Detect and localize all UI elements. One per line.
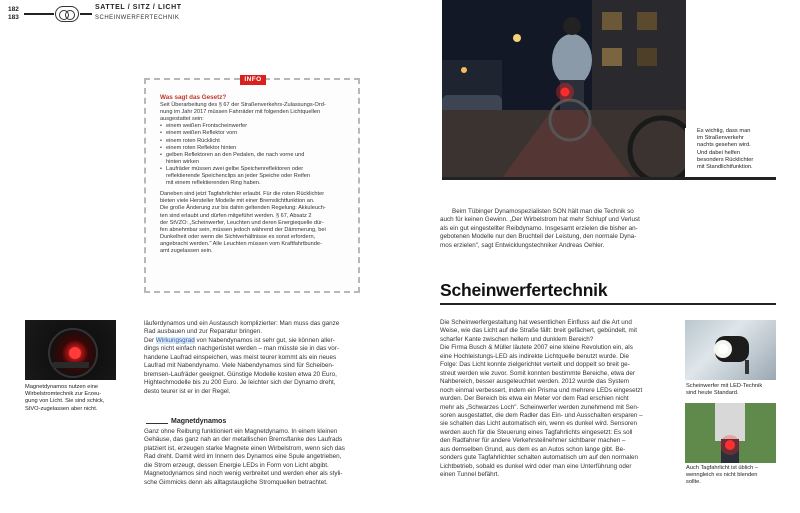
text-line: den Radfahrer für andere Verkehrsteilnehmer sichtbarer machen – (440, 437, 626, 445)
info-list-item: • einem weißen Frontscheinwerfer (160, 123, 352, 130)
text-line: die Strom erzeugt, dessen Energie LEDs in Form von Licht abgibt. (144, 461, 329, 469)
text-line: Nahbereich, besser ausgeleuchtet werden. 2012 wurde das System (440, 378, 630, 386)
caption-line: wenngleich es nicht blenden (686, 472, 758, 479)
info-para-line: Dunkelheit oder wenn die Sichtverhältnisse es sonst erfordern, (160, 233, 316, 240)
caption-led (686, 383, 782, 397)
text-line: Rad dreht. Damit wird im Innern des Dynamos eine Spule angetrieben, (144, 453, 342, 461)
subhead-magnetdynamos: Magnetdynamos (171, 418, 227, 425)
caption-line: besonders Rücklichter (697, 156, 754, 163)
caption-line: nachts gesehen wird. (697, 142, 751, 149)
info-list-item: • gelben Reflektoren an den Pedalen, die nach vorne und (160, 152, 352, 159)
info-list-item: • Laufräder müssen zwei gelbe Speichenreflektoren oder (160, 166, 352, 173)
caption-line: StVO-zugelassen aber nicht. (25, 405, 98, 412)
section-title: SATTEL / SITZ / LICHT (95, 4, 182, 11)
text-line: Beim Tübinger Dynamospezialisten SON hält man die Technik so (452, 208, 634, 215)
text-line: mehr als „Schwarzes Loch". Scheinwerfer werden zunehmend mit Sen- (440, 403, 639, 411)
section-subtitle: SCHEINWERFERTECHNIK (95, 15, 180, 21)
col1-text (144, 320, 360, 396)
text-line: Magnetodynamos sind noch wenig verbreitet und werden eher als styli- (144, 470, 343, 478)
text-line: einen Tunnel befährt. (440, 471, 500, 479)
text-line: aus demselben Grund, aus dem es an Autos schon lange gibt. Be- (440, 445, 626, 453)
text-line: dings nicht einfach nachgerüstet werden – man müsste sie in das vor- (144, 345, 339, 353)
main-heading-rule (440, 303, 776, 305)
col2-top-text (440, 208, 776, 250)
info-para-line: bieten viele Hersteller Modelle mit einer Bremslichtfunktion an. (160, 198, 315, 205)
page-number-right: 183 (8, 13, 19, 21)
text-line: sche Gimmicks denn als alltagstaugliche Stromquellen betrachtet. (144, 478, 328, 486)
info-list-item: • einem roten Rücklicht (160, 138, 352, 145)
info-list-continuation: hinten wirken (166, 158, 199, 165)
text-line: wurden. Der Bereich bis etwa ein Meter vor dem Rad erschien nicht (440, 395, 629, 403)
info-intro-line: nung im Jahr 2017 müssen Fahrräder mit folgenden Lichtquellen (160, 109, 321, 116)
col1-sub-text (144, 428, 360, 487)
text-line: handene Laufrad einspeichen, was meist teurer kommt als ein neues (144, 353, 337, 361)
header-rule-left (24, 13, 54, 15)
info-para-line: amt zugelassen sein. (160, 247, 213, 254)
caption-line: sind heute Standard. (686, 390, 739, 397)
caption-line: Auch Tagfahrlicht ist üblich – (686, 465, 758, 471)
caption-line: sollte. (686, 479, 701, 486)
text-line: Ganz ohne Reibung funktioniert ein Magnetdynamo. In einem kleinen (144, 428, 338, 435)
text-line: sie schalten das Licht automatisch ein, wenn es dunkel wird. Sensoren (440, 420, 638, 428)
info-list-continuation: mit einem reflektierenden Ring haben. (166, 180, 261, 187)
caption-magnet-dynamo (25, 384, 120, 413)
info-para-line: Die große Änderung zur bis dahin geltenden Regelung: Akkuleuch- (160, 205, 326, 212)
info-para (160, 191, 352, 255)
text-line: als ein gut eingestellter Reibdynamo. Insgesamt erzielen die bisher an- (440, 224, 638, 232)
caption-main-photo (697, 128, 777, 171)
info-intro-line: Seit Überarbeitung des § 67 der Straßenverkehrs-Zulassungs-Ord- (160, 102, 326, 109)
info-intro-line: ausgestattet sein: (160, 116, 204, 123)
col2-main-text (440, 319, 676, 480)
text-line: Folge: Das Licht konnte zielgerichtet verteilt und doppelt so breit ge- (440, 361, 630, 369)
text-line: gebotenen Modelle nur den Bruchteil der Leistung, den normale Dyna- (440, 233, 637, 241)
caption-line: Und dabei helfen (697, 149, 741, 156)
keyword-link[interactable]: Wirkungsgrad (155, 336, 195, 344)
text-line: Lichtbetrieb, sobald es dunkel wird oder man eine Unterführung oder (440, 462, 632, 470)
info-list-item: • einem roten Reflektor hinten (160, 145, 352, 152)
caption-line: mit Standlichtfunktion. (697, 164, 753, 171)
text-line: Der Wirkungsgrad von Nabendynamos ist sehr gut, sie können aller- (144, 336, 335, 344)
photo-night-cyclist (442, 0, 686, 178)
text-line: streut werden wie zuvor. Somit konnten bestimmte Bereiche, etwa der (440, 369, 635, 377)
info-list-item: • einem weißen Reflektor vorn (160, 130, 352, 137)
info-para-line: ten sind erlaubt und dürfen mitgeführt werden. § 67, Absatz 2 (160, 212, 312, 219)
text-line: scharfer Kante zwischen hellem und dunklem Bereich? (440, 335, 594, 343)
bicycle-icon (55, 6, 79, 22)
text-line: werden auch für die Steuerung eines Tagfahrlichts eingesetzt: Es soll (440, 428, 633, 436)
photo-led-headlight (685, 320, 776, 380)
text-line: platziert ist, erzeugen starke Magnete einen Wirbelstrom, wenn sich das (144, 444, 345, 452)
text-line: desto teurer ist er in der Regel. (144, 387, 231, 395)
info-para-line: Daneben sind jetzt Tagfahrlichter erlaubt. Für die roten Rücklichter (160, 191, 325, 198)
info-para-line: der StVZO: „Scheinwerfer, Leuchten und deren Energiequelle dür- (160, 219, 324, 226)
caption-daylight (686, 465, 782, 487)
text-line: Weise, wie das Licht auf die Straße fällt: breit gefächert, gebündelt, mit (440, 327, 637, 335)
main-heading: Scheinwerfertechnik (440, 280, 608, 300)
text-line: Laufrad mit Nabendynamo. Viele Nabendynamos sind für Scheiben- (144, 362, 334, 370)
page-number-left: 182 (8, 6, 19, 13)
text-line: Rad ausbauen und zur Reparatur bringen. (144, 328, 262, 336)
caption-line: Wirbelstromtechnik zur Erzeu- (25, 391, 102, 398)
caption-rule (442, 177, 776, 180)
photo-magnet-dynamo (25, 320, 116, 380)
text-line: auch für keinen Gewinn. „Der Wirbelstrom hat mehr Schlupf und Verlust (440, 216, 640, 224)
text-line: noch einmal verbessert, indem ein Prisma und mehrere LEDs eingesetzt (440, 386, 643, 394)
info-para-line: fen abnehmbar sein, müssen jedoch während der Dämmerung, bei (160, 226, 326, 233)
caption-line: Scheinwerfer mit LED-Technik (686, 383, 763, 389)
subhead-rule (146, 423, 168, 424)
photo-daylight (685, 403, 776, 463)
info-para-line: angebracht werden." Alle Leuchten müssen vom Kraftfahrtbunde- (160, 240, 322, 247)
info-list (160, 123, 352, 187)
text-line: bremsen-Laufräder geeignet. Günstige Modelle kosten etwa 20 Euro, (144, 370, 337, 378)
info-heading: Was sagt das Gesetz? (160, 94, 227, 101)
caption-line: gung von Licht. Sie sind schick, (25, 398, 105, 405)
text-line: Die Firma Busch & Müller läutete 2007 eine kleine Revolution ein, als (440, 344, 633, 352)
info-content (160, 94, 352, 255)
caption-line: im Straßenverkehr (697, 135, 744, 142)
page-numbers (8, 6, 19, 21)
text-line: soren ausgestattet, die dem Radler das Ein- und Ausschalten ersparen – (440, 411, 643, 419)
info-list-continuation: reflektierende Speichenclips an jeder Speiche oder Reifen (166, 173, 310, 180)
text-line: läuferdynamos und ein Austausch komplizierter: Man muss das ganze (144, 320, 340, 327)
text-line: eine Hochleistungs-LED als indirekte Lichtquelle benutzt wurde. Die (440, 352, 630, 360)
text-line: Hightechmodelle bis zu 200 Euro. Je leichter sich der Dynamo dreht, (144, 379, 336, 387)
text-line: Gehäuse, das ganz nah an der metallischen Bremsflanke des Laufrads (144, 436, 343, 444)
caption-line: Magnetdynamos nutzen eine (25, 384, 99, 390)
text-line: mos erzielen", sagt Entwicklungstechniker Andreas Oehler. (440, 241, 605, 249)
header-rule-right (80, 13, 92, 15)
text-line: Die Scheinwerfergestaltung hat wesentlichen Einfluss auf die Art und (440, 319, 632, 326)
text-line: sonders gute Tagfahrlichter schalten automatisch um auf den normalen (440, 454, 639, 462)
info-tag: INFO (240, 75, 266, 85)
caption-line: Es wichtig, dass man (697, 128, 751, 134)
